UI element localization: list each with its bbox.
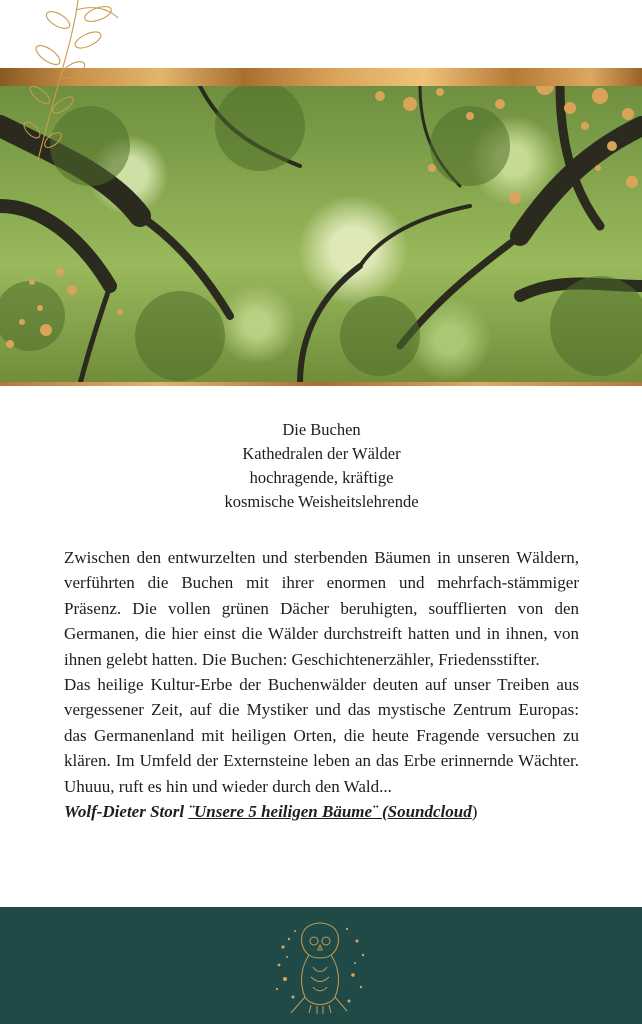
- gold-owl-icon: [265, 917, 375, 1017]
- poem-line: kosmische Weisheitslehrende: [224, 492, 419, 511]
- gold-leaf-branch-icon: [18, 0, 128, 165]
- gold-foil-line: [0, 382, 642, 386]
- poem-line: hochragende, kräftige: [249, 468, 394, 487]
- poem-line: Die Buchen: [282, 420, 361, 439]
- text-content: [64, 418, 579, 825]
- credit-tail: ): [471, 802, 478, 822]
- body-paragraph: Das heilige Kultur-Erbe der Buchenwälder deuten auf unser Treiben aus vergessener Zeit, auf die Mystiker und das mystische Zentrum Europas: das Germanenland mit heiligen Orten, die heute Fragende versuchen zu klären. Im Umfeld der Externsteine leben an das Erbe erinnernde Wächter. Uhuuu, ruft es hin und wieder durch den Wald...: [64, 675, 579, 796]
- poem-line: Kathedralen der Wälder: [242, 444, 401, 463]
- poem-heading: [64, 418, 579, 514]
- soundcloud-link[interactable]: ¨Unsere 5 heiligen Bäume¨ (Soundcloud: [188, 802, 472, 822]
- credit-author: Wolf-Dieter Storl: [64, 802, 189, 822]
- body-paragraph: Zwischen den entwurzelten und sterbenden Bäumen in unseren Wäldern, verführten die Buchen mit ihrer enormen und mehrfach-stämmiger Präsenz. Die vollen grünen Dächer beruhigten, soufflierten von den Germanen, die hier einst die Wälder durchstreift hatten und in ihnen, von ihnen gelebt hatten. Die Buchen: Geschichtenerzähler, Friedensstifter.: [64, 548, 579, 669]
- source-credit: [64, 799, 579, 825]
